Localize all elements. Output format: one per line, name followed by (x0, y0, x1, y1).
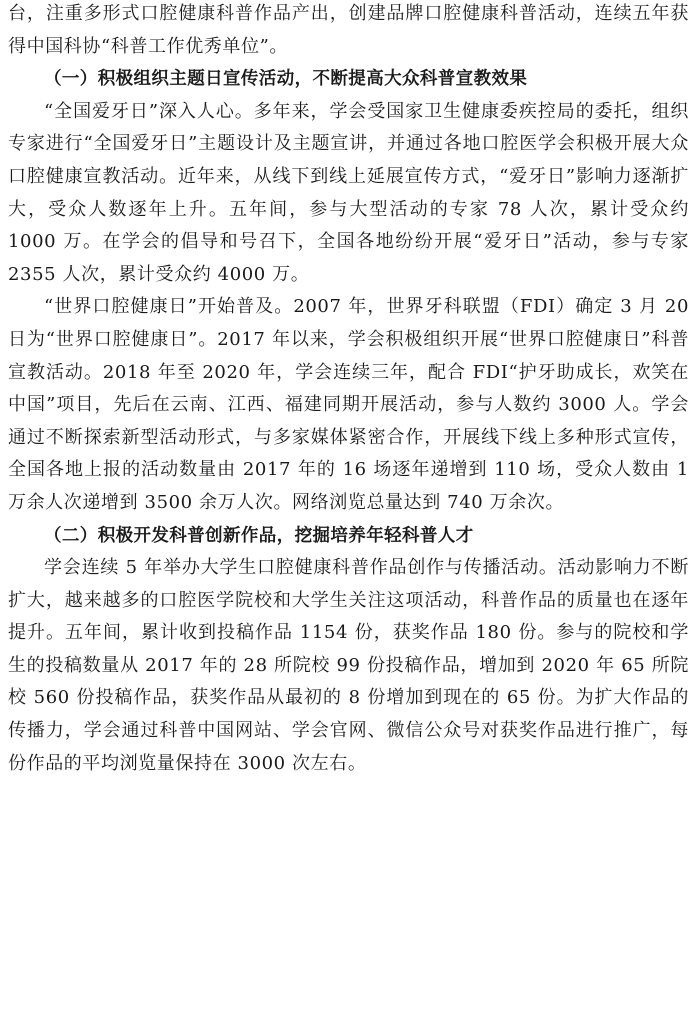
body-paragraph-1: “全国爱牙日”深入人心。多年来，学会受国家卫生健康委疾控局的委托，组织专家进行“全国爱牙日”主题设计及主题宣讲，并通过各地口腔医学会积极开展大众口腔健康宣教活动。近年来，从线下到线上延展宣传方式，“爱牙日”影响力逐渐扩大，受众人数逐年上升。五年间，参与大型活动的专家 78 人次，累计受众约 1000 万。在学会的倡导和号召下，全国各地纷纷开展“爱牙日”活动，参与专家 2355 人次，累计受众约 4000 万。 (8, 100, 689, 285)
body-paragraph-2: “世界口腔健康日”开始普及。2007 年，世界牙科联盟（FDI）确定 3 月 20 日为“世界口腔健康日”。2017 年以来，学会积极组织开展“世界口腔健康日”科普宣教活动。2018 年至 2020 年，学会连续三年，配合 FDI“护牙助成长，欢笑在中国”项目，先后在云南、江西、福建同期开展活动，参与人数约 3000 人。学会通过不断探索新型活动形式，与多家媒体紧密合作，开展线下线上多种形式宣传，全国各地上报的活动数量由 2017 年的 16 场逐年递增到 110 场，受众人数由 1 万余人次递增到 3500 余万人次。网络浏览总量达到 740 万余次。 (8, 296, 689, 513)
section-heading-1: （一）积极组织主题日宣传活动，不断提高大众科普宣教效果 (44, 69, 528, 90)
section-heading-2: （二）积极开发科普创新作品，挖掘培养年轻科普人才 (44, 525, 474, 546)
continued-paragraph: 台，注重多形式口腔健康科普作品产出，创建品牌口腔健康科普活动，连续五年获得中国科协“科普工作优秀单位”。 (8, 3, 689, 57)
body-paragraph-3: 学会连续 5 年举办大学生口腔健康科普作品创作与传播活动。活动影响力不断扩大，越来越多的口腔医学院校和大学生关注这项活动，科普作品的质量也在逐年提升。五年间，累计收到投稿作品 1154 份，获奖作品 180 份。参与的院校和学生的投稿数量从 2017 年的 28 所院校 99 份投稿作品，增加到 2020 年 65 所院校 560 份投稿作品，获奖作品从最初的 8 份增加到现在的 65 份。为扩大作品的传播力，学会通过科普中国网站、学会官网、微信公众号对获奖作品进行推广，每份作品的平均浏览量保持在 3000 次左右。 (8, 557, 689, 774)
